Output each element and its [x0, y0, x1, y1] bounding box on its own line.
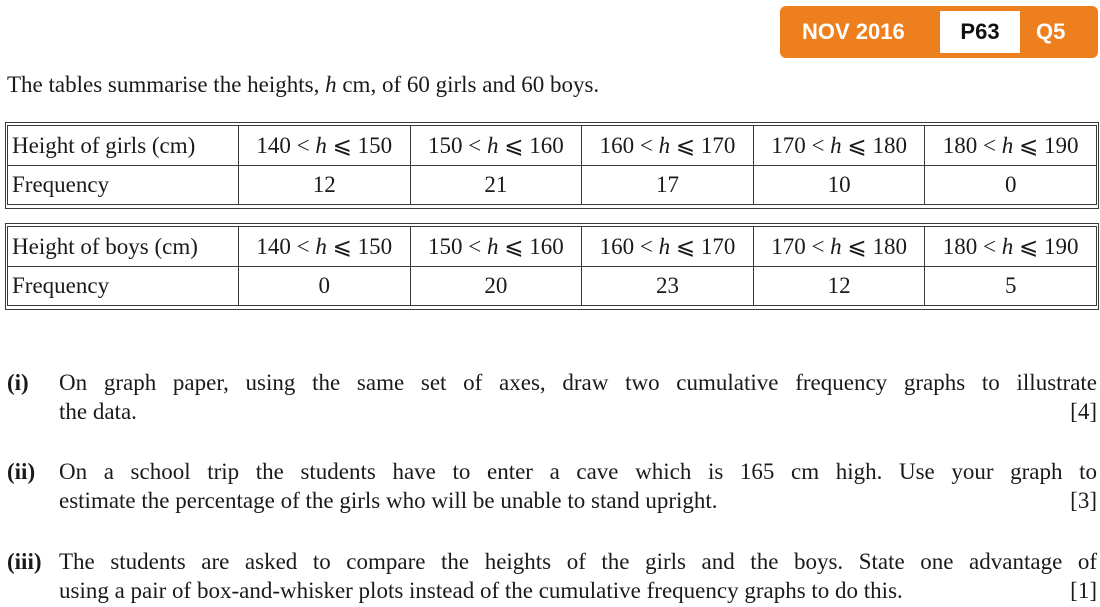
part-label: (i)	[7, 370, 29, 395]
table-row	[8, 166, 1097, 205]
marks: [3]	[1070, 488, 1097, 513]
frequency-cell: 23	[582, 267, 754, 306]
table-row	[8, 126, 1097, 166]
intro-after: cm, of 60 girls and 60 boys.	[336, 72, 600, 97]
paper-box	[940, 11, 1020, 53]
marks: [1]	[1070, 578, 1097, 603]
girls-height-header: Height of girls (cm)	[8, 126, 239, 166]
frequency-label: Frequency	[8, 166, 239, 205]
table-row	[8, 267, 1097, 306]
class-interval: 140 < h ⩽ 150	[239, 227, 411, 267]
class-interval: 160 < h ⩽ 170	[582, 126, 754, 166]
frequency-cell: 0	[239, 267, 411, 306]
paper-code: P63	[960, 19, 1000, 44]
frequency-cell: 20	[410, 267, 582, 306]
boys-frequency-table	[7, 226, 1097, 306]
intro-variable: h	[325, 72, 337, 97]
class-interval: 160 < h ⩽ 170	[582, 227, 754, 267]
class-interval: 150 < h ⩽ 160	[410, 126, 582, 166]
frequency-cell: 17	[582, 166, 754, 205]
intro-before: The tables summarise the heights,	[7, 72, 326, 97]
frequency-cell: 12	[239, 166, 411, 205]
question-line: using a pair of box-and-whisker plots instead of the cumulative frequency graphs to do this.	[59, 578, 903, 603]
frequency-cell: 21	[410, 166, 582, 205]
intro-text	[7, 72, 599, 98]
class-interval: 140 < h ⩽ 150	[239, 126, 411, 166]
question-line: On a school trip the students have to enter a cave which is 165 cm high. Use your graph to	[59, 459, 1097, 484]
exam-session: NOV 2016	[802, 19, 905, 44]
question-line: the data.	[59, 399, 137, 424]
boys-height-header: Height of boys (cm)	[8, 227, 239, 267]
part-label: (iii)	[7, 549, 42, 574]
class-interval: 150 < h ⩽ 160	[410, 227, 582, 267]
question-line: estimate the percentage of the girls who will be unable to stand upright.	[59, 488, 718, 513]
question-number: Q5	[1036, 19, 1066, 44]
marks: [4]	[1070, 399, 1097, 424]
question-line: The students are asked to compare the heights of the girls and the boys. State one advantage of	[59, 549, 1097, 574]
exam-reference-badge	[780, 6, 1098, 58]
part-label: (ii)	[7, 459, 36, 484]
table-row	[8, 227, 1097, 267]
class-interval: 170 < h ⩽ 180	[753, 126, 925, 166]
frequency-cell: 10	[753, 166, 925, 205]
frequency-label: Frequency	[8, 267, 239, 306]
frequency-cell: 0	[925, 166, 1097, 205]
question-line: On graph paper, using the same set of axes, draw two cumulative frequency graphs to illustrate	[59, 370, 1097, 395]
class-interval: 180 < h ⩽ 190	[925, 227, 1097, 267]
frequency-cell: 12	[753, 267, 925, 306]
class-interval: 180 < h ⩽ 190	[925, 126, 1097, 166]
class-interval: 170 < h ⩽ 180	[753, 227, 925, 267]
girls-frequency-table	[7, 125, 1097, 205]
frequency-cell: 5	[925, 267, 1097, 306]
